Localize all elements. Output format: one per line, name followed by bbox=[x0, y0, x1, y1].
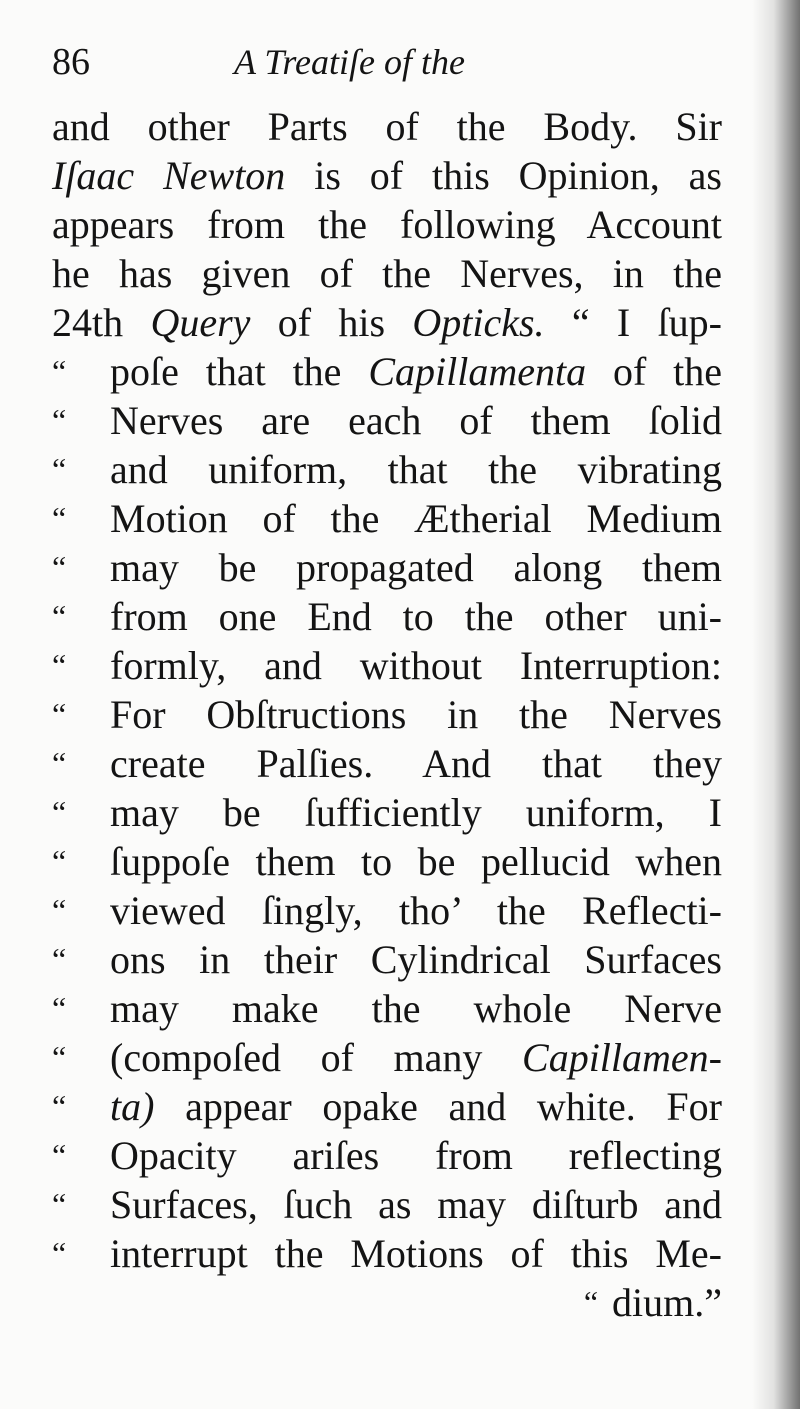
quoted-line: “ create Palſies. And that they bbox=[52, 741, 722, 786]
quote-mark: “ bbox=[52, 451, 67, 487]
final-quoted-line: “ dium.” bbox=[583, 1280, 722, 1325]
text-line: Iſaac Newton is of this Opinion, as bbox=[52, 153, 722, 198]
quote-mark: “ bbox=[583, 1284, 599, 1320]
page-number: 86 bbox=[52, 41, 90, 83]
quote-mark: “ bbox=[52, 549, 67, 585]
quote-mark: “ bbox=[52, 1088, 67, 1124]
quote-mark: “ bbox=[52, 794, 67, 830]
quote-mark: “ bbox=[52, 843, 67, 879]
text-line: 24th Query of his Opticks. “ I ſup- bbox=[52, 300, 722, 345]
quoted-line: “ Nerves are each of them ſolid bbox=[52, 398, 722, 443]
running-title: A Treatiſe of the bbox=[234, 42, 465, 82]
quoted-line: “ Motion of the Ætherial Medium bbox=[52, 496, 722, 541]
quoted-line: “ ons in their Cylindrical Surfaces bbox=[52, 937, 722, 982]
quoted-line: “ may make the whole Nerve bbox=[52, 986, 722, 1031]
quote-mark: “ bbox=[52, 1235, 67, 1271]
quote-mark: “ bbox=[52, 696, 67, 732]
quote-mark: “ bbox=[52, 353, 67, 389]
quote-mark: “ bbox=[52, 745, 67, 781]
body-text bbox=[52, 102, 722, 1327]
quoted-line: “ interrupt the Motions of this Me- bbox=[52, 1231, 722, 1276]
quoted-line: “ viewed ſingly, tho’ the Reflecti- bbox=[52, 888, 722, 933]
quoted-line: “ may be propagated along them bbox=[52, 545, 722, 590]
quoted-line: “ For Obſtructions in the Nerves bbox=[52, 692, 722, 737]
quote-mark: “ bbox=[52, 402, 67, 438]
quote-mark: “ bbox=[52, 647, 67, 683]
text-line: he has given of the Nerves, in the bbox=[52, 251, 722, 296]
page-header bbox=[52, 40, 732, 96]
quoted-line: “ and uniform, that the vibrating bbox=[52, 447, 722, 492]
quoted-line: “ Surfaces, ſuch as may diſturb and bbox=[52, 1182, 722, 1227]
quote-mark: “ bbox=[52, 892, 67, 928]
quoted-line: “ formly, and without Interruption: bbox=[52, 643, 722, 688]
quote-mark: “ bbox=[52, 990, 67, 1026]
quote-mark: “ bbox=[52, 941, 67, 977]
quote-mark: “ bbox=[52, 1039, 67, 1075]
quote-mark: “ bbox=[52, 1137, 67, 1173]
quoted-line: “ ta) appear opake and white. For bbox=[52, 1084, 722, 1129]
quote-mark: “ bbox=[52, 500, 67, 536]
quoted-line: “ poſe that the Capillamenta of the bbox=[52, 349, 723, 394]
quoted-line: “ from one End to the other uni- bbox=[52, 594, 722, 639]
quoted-line: “ ſuppoſe them to be pellucid when bbox=[52, 839, 722, 884]
quote-mark: “ bbox=[52, 598, 67, 634]
text-line: and other Parts of the Body. Sir bbox=[52, 104, 722, 149]
quoted-line: “ Opacity ariſes from reflecting bbox=[52, 1133, 722, 1178]
page-edge-shadow bbox=[752, 0, 800, 1409]
quoted-line: “ (compoſed of many Capillamen- bbox=[52, 1035, 722, 1080]
text-line: appears from the following Account bbox=[52, 202, 722, 247]
quoted-line: “ may be ſufficiently uniform, I bbox=[52, 790, 722, 835]
quote-mark: “ bbox=[52, 1186, 67, 1222]
